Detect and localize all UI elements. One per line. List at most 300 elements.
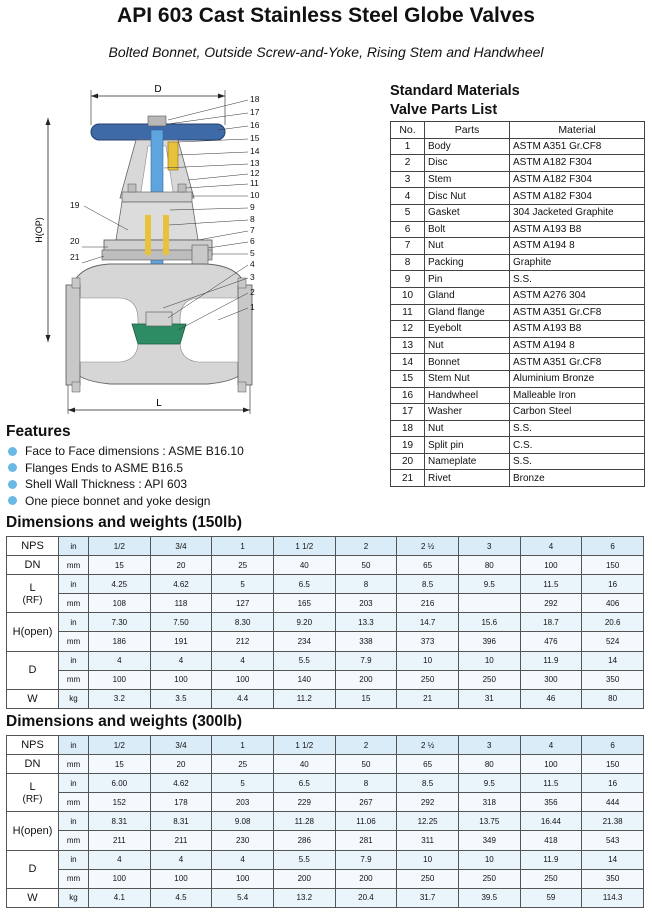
part-material: S.S. [510,271,645,288]
part-name: Stem Nut [425,370,510,387]
dim-unit: kg [59,888,89,907]
callout-1: 1 [250,302,255,312]
dim-unit: mm [59,670,89,689]
bullet-icon [8,496,17,505]
dim-value: 9.20 [273,613,335,632]
dim-value: 59 [520,888,582,907]
parts-title [390,82,520,120]
dim-label-text: NPS [21,540,44,553]
dim-value: 229 [273,793,335,812]
dim-value: 1 1/2 [273,537,335,556]
parts-row [391,271,645,288]
dim-value: 10 [397,850,459,869]
dim-value: 11.5 [520,575,582,594]
dim-value: 200 [273,869,335,888]
parts-row [391,453,645,470]
dim-value: 300 [520,670,582,689]
dim-row [7,888,644,907]
dim-row [7,651,644,670]
callout-20: 20 [70,236,80,246]
dim-value: 250 [458,670,520,689]
dim-value: 20 [150,556,212,575]
dim-value: 4.62 [150,575,212,594]
parts-row [391,420,645,437]
dim-value: 100 [150,869,212,888]
dim-unit: in [59,651,89,670]
part-name: Split pin [425,437,510,454]
dim-value: 444 [582,793,644,812]
dim-value: 31.7 [397,888,459,907]
part-material: S.S. [510,420,645,437]
part-material: ASTM A194 8 [510,337,645,354]
dim-value: 216 [397,594,459,613]
dim-value: 15 [89,556,151,575]
dim-value: 5.5 [273,850,335,869]
dim-label-text: W [27,891,38,904]
dim-value: 11.5 [520,774,582,793]
page-title: API 603 Cast Stainless Steel Globe Valves [117,4,535,27]
parts-table [390,121,645,487]
dim-value: 2 ½ [397,537,459,556]
dim-value: 9.5 [458,774,520,793]
dim-label-text: H(open) [12,824,53,837]
part-no: 21 [391,470,425,487]
dim-value: 418 [520,831,582,850]
dim-row [7,850,644,869]
dim-value: 1 [212,537,274,556]
callout-7: 7 [250,225,255,235]
dim-value: 114.3 [582,888,644,907]
part-material: 304 Jacketed Graphite [510,204,645,221]
dim-value: 21.38 [582,812,644,831]
part-material: ASTM A182 F304 [510,171,645,188]
dim-row-label [7,537,59,556]
dim-value: 100 [212,670,274,689]
dim-value: 373 [397,632,459,651]
dim-value: 80 [582,689,644,708]
parts-row [391,470,645,487]
dim-value: 3 [458,736,520,755]
feature-item [6,443,244,460]
parts-body [391,138,645,486]
dim-value: 108 [89,594,151,613]
dim-value: 13.75 [458,812,520,831]
part-no: 7 [391,238,425,255]
dim-row [7,594,644,613]
dim-label-text: DN [24,758,41,771]
parts-row [391,138,645,155]
parts-row [391,204,645,221]
part-name: Washer [425,404,510,421]
part-name: Nut [425,238,510,255]
dim-value: 3 [458,537,520,556]
part-material: Carbon Steel [510,404,645,421]
dim-value: 50 [335,556,397,575]
callout-6: 6 [250,236,255,246]
parts-row [391,287,645,304]
part-material: ASTM A182 F304 [510,155,645,172]
dim-value: 10 [458,651,520,670]
dim-value: 5 [212,774,274,793]
dim-value: 46 [520,689,582,708]
part-no: 13 [391,337,425,354]
dim-label-text: H(open) [12,625,53,638]
parts-row [391,437,645,454]
parts-header-row [391,122,645,139]
dim-row-label [7,755,59,774]
part-material: ASTM A182 F304 [510,188,645,205]
dim-value: 350 [582,869,644,888]
dim-value: 6.00 [89,774,151,793]
dim-label-text: L [29,780,36,793]
part-name: Handwheel [425,387,510,404]
dim-value: 1 1/2 [273,736,335,755]
dim-row [7,689,644,708]
dim-value: 6.5 [273,575,335,594]
parts-row [391,387,645,404]
dim-label-text: D [28,664,37,677]
dim-value: 2 ½ [397,736,459,755]
dim-label-text: L [29,581,36,594]
dim-value: 11.28 [273,812,335,831]
dim-value: 9.5 [458,575,520,594]
dim-value: 8 [335,774,397,793]
dim-value: 4 [212,651,274,670]
dim-value: 211 [150,831,212,850]
part-no: 4 [391,188,425,205]
part-name: Gasket [425,204,510,221]
part-name: Gland [425,287,510,304]
part-no: 17 [391,404,425,421]
part-no: 20 [391,453,425,470]
dim-value: 18.7 [520,613,582,632]
dim-value: 100 [212,869,274,888]
dim-row [7,613,644,632]
dim-value: 8.31 [89,812,151,831]
dim-value: 4 [212,850,274,869]
dim-value: 8.5 [397,575,459,594]
dim-value: 40 [273,556,335,575]
dim-value: 12.25 [397,812,459,831]
parts-row [391,188,645,205]
dim-value: 4 [520,736,582,755]
part-name: Rivet [425,470,510,487]
callout-5: 5 [250,248,255,258]
part-no: 16 [391,387,425,404]
part-no: 14 [391,354,425,371]
dim-value [458,594,520,613]
feature-text: Face to Face dimensions : ASME B16.10 [25,444,244,458]
part-material: ASTM A194 8 [510,238,645,255]
callout-3: 3 [250,272,255,282]
dim-d-label: D [154,84,162,95]
dim-value: 1/2 [89,537,151,556]
dim-value: 3/4 [150,736,212,755]
feature-text: Shell Wall Thickness : API 603 [25,477,188,491]
parts-title-line2: Valve Parts List [390,102,498,118]
dim-value: 4 [520,537,582,556]
part-name: Nut [425,337,510,354]
dim-value: 14 [582,850,644,869]
dim-unit: in [59,613,89,632]
dim-value: 8.30 [212,613,274,632]
dim-value: 4.25 [89,575,151,594]
dims300-table [6,735,644,908]
parts-row [391,354,645,371]
part-material: Malleable Iron [510,387,645,404]
dim-value: 4 [150,850,212,869]
parts-row [391,254,645,271]
part-material: Graphite [510,254,645,271]
dim-value: 100 [520,556,582,575]
dim-value: 150 [582,755,644,774]
dim-row [7,755,644,774]
part-material: C.S. [510,437,645,454]
part-no: 18 [391,420,425,437]
part-no: 8 [391,254,425,271]
dim-sublabel-text: (RF) [22,594,43,606]
dim-value: 80 [458,556,520,575]
dim-value: 31 [458,689,520,708]
dim-row [7,736,644,755]
part-name: Stem [425,171,510,188]
dim-label-text: DN [24,559,41,572]
callout-13: 13 [250,158,260,168]
dim-unit: mm [59,632,89,651]
dim-value: 3/4 [150,537,212,556]
dim-value: 211 [89,831,151,850]
dim-value: 14 [582,651,644,670]
dim-value: 7.30 [89,613,151,632]
parts-row [391,155,645,172]
dim-value: 15.6 [458,613,520,632]
dim-value: 267 [335,793,397,812]
bullet-icon [8,480,17,489]
part-name: Pin [425,271,510,288]
part-no: 6 [391,221,425,238]
callout-14: 14 [250,146,260,156]
dim-unit: in [59,774,89,793]
dim-value: 4.1 [89,888,151,907]
dim-value: 4.4 [212,689,274,708]
dim-value: 1 [212,736,274,755]
dim-value: 4 [89,651,151,670]
features-list [6,443,244,509]
dim-label-text: NPS [21,739,44,752]
dim-value: 6 [582,537,644,556]
dim-row [7,632,644,651]
dim-value: 8.31 [150,812,212,831]
dim-value: 311 [397,831,459,850]
dim-row [7,812,644,831]
dim-row-label [7,812,59,850]
callout-9: 9 [250,202,255,212]
dim-value: 100 [520,755,582,774]
dim-value: 191 [150,632,212,651]
dim-value: 100 [89,869,151,888]
dim-value: 350 [582,670,644,689]
dim-value: 230 [212,831,274,850]
dim-value: 11.06 [335,812,397,831]
part-material: Bronze [510,470,645,487]
dim-value: 11.9 [520,651,582,670]
callout-4: 4 [250,259,255,269]
dim-value: 356 [520,793,582,812]
dims300-body [7,736,644,908]
part-material: ASTM A351 Gr.CF8 [510,354,645,371]
dim-value: 4 [150,651,212,670]
dim-value: 7.9 [335,850,397,869]
dim-value: 13.3 [335,613,397,632]
bullet-icon [8,463,17,472]
feature-item [6,460,244,477]
dim-value: 200 [335,869,397,888]
dim-row [7,670,644,689]
callout-2: 2 [250,287,255,297]
valve-diagram [18,80,378,415]
part-no: 2 [391,155,425,172]
dim-value: 4.62 [150,774,212,793]
dims150-table [6,536,644,709]
dim-row-label [7,556,59,575]
dim-unit: kg [59,689,89,708]
callout-8: 8 [250,214,255,224]
dim-row-label [7,575,59,613]
dim-value: 16.44 [520,812,582,831]
part-name: Disc Nut [425,188,510,205]
part-material: ASTM A276 304 [510,287,645,304]
dims300-title: Dimensions and weights (300lb) [6,713,242,730]
parts-header-material: Material [510,122,645,139]
part-material: ASTM A193 B8 [510,321,645,338]
parts-row [391,370,645,387]
dim-row [7,793,644,812]
dim-unit: mm [59,831,89,850]
dim-value: 65 [397,556,459,575]
dim-value: 11.9 [520,850,582,869]
feature-item [6,476,244,493]
dim-row [7,869,644,888]
dim-row-label [7,689,59,708]
dim-value: 2 [335,537,397,556]
dim-value: 118 [150,594,212,613]
dim-value: 65 [397,755,459,774]
dim-value: 396 [458,632,520,651]
dims150-body [7,537,644,709]
dim-value: 186 [89,632,151,651]
callouts-left [70,200,80,262]
dim-value: 100 [150,670,212,689]
callout-15: 15 [250,133,260,143]
dim-value: 200 [335,670,397,689]
dim-h-label: H(OP) [34,217,44,243]
dim-value: 16 [582,575,644,594]
dim-row-label [7,613,59,651]
part-material: ASTM A351 Gr.CF8 [510,304,645,321]
dim-value: 8.5 [397,774,459,793]
dim-value: 15 [89,755,151,774]
dim-row-label [7,774,59,812]
dim-row-label [7,651,59,689]
dim-value: 292 [520,594,582,613]
feature-item [6,493,244,510]
parts-row [391,337,645,354]
dim-value: 13.2 [273,888,335,907]
callout-10: 10 [250,190,260,200]
dim-label-text: W [27,692,38,705]
dim-value: 234 [273,632,335,651]
dim-value: 10 [397,651,459,670]
dim-value: 11.2 [273,689,335,708]
parts-title-line1: Standard Materials [390,83,520,99]
dim-value: 152 [89,793,151,812]
dim-value: 406 [582,594,644,613]
dim-row-label [7,888,59,907]
part-no: 19 [391,437,425,454]
part-no: 1 [391,138,425,155]
dim-unit: in [59,850,89,869]
part-name: Nameplate [425,453,510,470]
callout-11: 11 [250,178,259,188]
parts-row [391,238,645,255]
part-name: Bonnet [425,354,510,371]
part-no: 12 [391,321,425,338]
part-no: 3 [391,171,425,188]
dim-value: 20.6 [582,613,644,632]
dim-value: 40 [273,755,335,774]
dim-unit: mm [59,869,89,888]
dim-value: 318 [458,793,520,812]
feature-text: One piece bonnet and yoke design [25,493,211,508]
dim-value: 2 [335,736,397,755]
part-name: Eyebolt [425,321,510,338]
dim-value: 127 [212,594,274,613]
parts-row [391,171,645,188]
callout-18: 18 [250,94,260,104]
dim-value: 543 [582,831,644,850]
dim-row-label [7,850,59,888]
dim-value: 476 [520,632,582,651]
dim-row [7,831,644,850]
part-no: 10 [391,287,425,304]
dim-value: 250 [397,869,459,888]
dim-value: 250 [397,670,459,689]
dim-unit: mm [59,594,89,613]
part-name: Bolt [425,221,510,238]
dim-unit: mm [59,755,89,774]
dim-row [7,575,644,594]
part-material: S.S. [510,453,645,470]
dim-value: 16 [582,774,644,793]
dim-value: 1/2 [89,736,151,755]
part-name: Body [425,138,510,155]
part-material: ASTM A193 B8 [510,221,645,238]
callout-16: 16 [250,120,260,130]
dim-value: 250 [520,869,582,888]
page-subtitle: Bolted Bonnet, Outside Screw-and-Yoke, Rising Stem and Handwheel [108,44,544,60]
parts-row [391,404,645,421]
dim-value: 203 [212,793,274,812]
dim-value: 250 [458,869,520,888]
dim-value: 281 [335,831,397,850]
dim-value: 524 [582,632,644,651]
dim-value: 5.5 [273,651,335,670]
dim-value: 15 [335,689,397,708]
part-no: 9 [391,271,425,288]
dim-value: 5.4 [212,888,274,907]
dim-value: 140 [273,670,335,689]
dim-unit: in [59,736,89,755]
